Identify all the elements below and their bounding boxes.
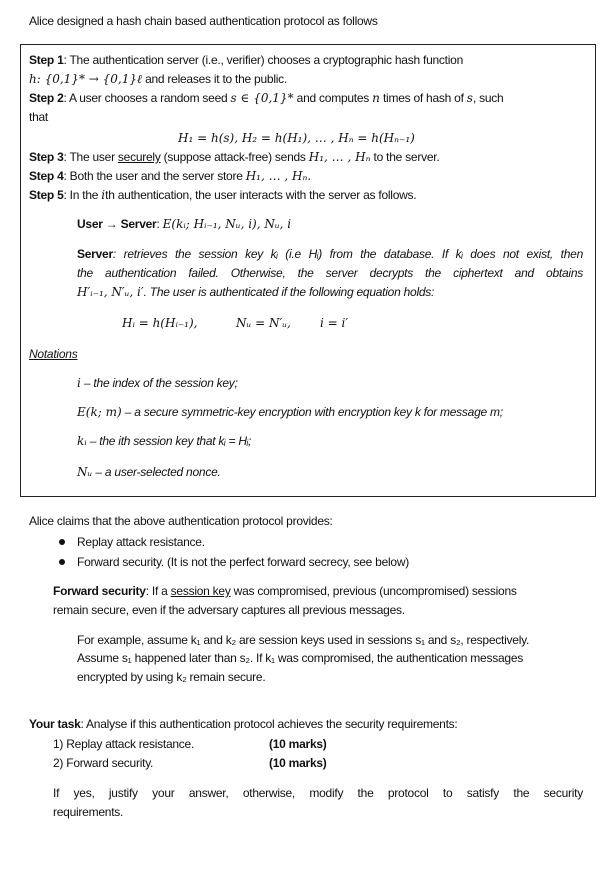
step-2-cont: that xyxy=(29,110,49,124)
step-text: and computes xyxy=(293,91,373,105)
bullet-icon xyxy=(59,559,65,565)
forward-security-line-2: remain secure, even if the adversary captures all previous messages. xyxy=(53,603,405,617)
notation-text: – a user-selected nonce. xyxy=(92,465,221,479)
math: E(kᵢ; Hᵢ₋₁, Nᵤ, i), Nᵤ, i xyxy=(162,217,292,231)
check-equation-2: Nᵤ = N′ᵤ, xyxy=(236,316,291,330)
task-item: 1) Replay attack resistance. xyxy=(53,737,195,751)
step-text: : A user chooses a random seed xyxy=(63,91,231,105)
hash-function-math: h: {0,1}* → {0,1}ℓ xyxy=(29,72,142,86)
step-label: Step 3 xyxy=(29,150,64,164)
math: H′ᵢ₋₁, N′ᵤ, i′ xyxy=(77,285,144,299)
step-text: times of hash of xyxy=(379,91,467,105)
notations-label: Notations xyxy=(29,347,78,361)
notation-item xyxy=(77,464,221,480)
example-line-2: Assume s₁ happened later than s₂. If k₁ was compromised, the authentication messages xyxy=(77,651,523,665)
server-line-2 xyxy=(77,265,583,281)
forward-security-definition xyxy=(53,583,517,599)
math: kᵢ xyxy=(77,434,87,448)
server-text: . The user is authenticated if the following equation holds: xyxy=(143,285,435,299)
math: s ∈ {0,1}* xyxy=(230,91,294,105)
closing-line-1: If yes, justify your answer, otherwise, modify the protocol to satisfy the security xyxy=(53,786,583,800)
step-text: (suppose attack-free) sends xyxy=(160,150,309,164)
task-marks: (10 marks) xyxy=(269,756,327,770)
step-5 xyxy=(29,187,416,203)
notation-text: – the index of the session key; xyxy=(80,376,238,390)
step-text: , such xyxy=(472,91,504,105)
step-2 xyxy=(29,90,503,106)
server-text: : retrieves the session key kᵢ (i.e Hᵢ) from the database. If kᵢ does not exist, then xyxy=(112,247,583,261)
text: : If a xyxy=(145,584,171,598)
notation-item xyxy=(77,433,251,449)
task-label: Your task xyxy=(29,717,81,731)
step-label: Step 5 xyxy=(29,188,64,202)
text: was compromised, previous (uncompromised) sessions xyxy=(230,584,517,598)
user-to-server-message xyxy=(77,216,291,232)
notation-item xyxy=(77,404,503,420)
step-1 xyxy=(29,52,463,68)
underlined-text: session key xyxy=(170,584,231,598)
step-label: Step 2 xyxy=(29,91,64,105)
example-line-3: encrypted by using k₂ remain secure. xyxy=(77,670,266,684)
step-text: : In the xyxy=(63,188,102,202)
notations-heading xyxy=(29,346,77,362)
step-text: to the server. xyxy=(370,150,440,164)
math: E(k; m) xyxy=(77,405,122,419)
closing-line-2: requirements. xyxy=(53,805,124,819)
message-label: User → Server xyxy=(77,217,157,231)
claim-item: Replay attack resistance. xyxy=(77,535,205,549)
check-equation-3: i = i′ xyxy=(320,316,349,330)
colon: : xyxy=(156,217,163,231)
task-intro xyxy=(29,716,458,732)
step-text: and releases it to the public. xyxy=(141,72,287,86)
math: H₁, … , Hₙ xyxy=(308,150,371,164)
step-text: : The authentication server (i.e., verifier) chooses a cryptographic hash function xyxy=(63,53,464,67)
page-title: Alice designed a hash chain based authentication protocol as follows xyxy=(29,14,378,28)
hash-chain-equation: H₁ = h(s), H₂ = h(H₁), … , Hₙ = h(Hₙ₋₁) xyxy=(178,131,415,145)
text: : Analyse if this authentication protocol achieves the security requirements: xyxy=(80,717,458,731)
math: s xyxy=(466,91,473,105)
underlined-text: securely xyxy=(117,150,161,164)
example-line-1: For example, assume k₁ and k₂ are session keys used in sessions s₁ and s₂, respectively. xyxy=(77,633,530,647)
step-4 xyxy=(29,168,311,184)
server-text: the authentication failed. Otherwise, the server decrypts the ciphertext and obtains xyxy=(77,266,583,280)
math: Nᵤ xyxy=(77,465,93,479)
step-text: : The user xyxy=(63,150,118,164)
notation-item xyxy=(77,375,238,391)
math: n xyxy=(372,91,380,105)
notation-text: – the ith session key that kᵢ = Hᵢ; xyxy=(86,434,252,448)
forward-label: Forward security xyxy=(53,584,146,598)
step-text: th authentication, the user interacts with the server as follows. xyxy=(105,188,417,202)
step-text: : Both the user and the server store xyxy=(63,169,246,183)
step-3 xyxy=(29,149,439,165)
check-equation-1: Hᵢ = h(Hᵢ₋₁), xyxy=(122,316,198,330)
step-label: Step 4 xyxy=(29,169,64,183)
math: H₁, … , Hₙ. xyxy=(245,169,312,183)
server-line-1 xyxy=(77,246,583,262)
server-line-3 xyxy=(77,284,434,300)
step-label: Step 1 xyxy=(29,53,64,67)
math: i xyxy=(77,376,81,390)
claim-item: Forward security. (It is not the perfect forward secrecy, see below) xyxy=(77,555,410,569)
math: i xyxy=(101,188,106,202)
claims-intro: Alice claims that the above authentication protocol provides: xyxy=(29,514,333,528)
notation-text: – a secure symmetric-key encryption with encryption key k for message m; xyxy=(121,405,503,419)
task-item: 2) Forward security. xyxy=(53,756,154,770)
bullet-icon xyxy=(59,539,65,545)
step-1-cont xyxy=(29,71,287,87)
server-label: Server xyxy=(77,247,113,261)
task-marks: (10 marks) xyxy=(269,737,327,751)
